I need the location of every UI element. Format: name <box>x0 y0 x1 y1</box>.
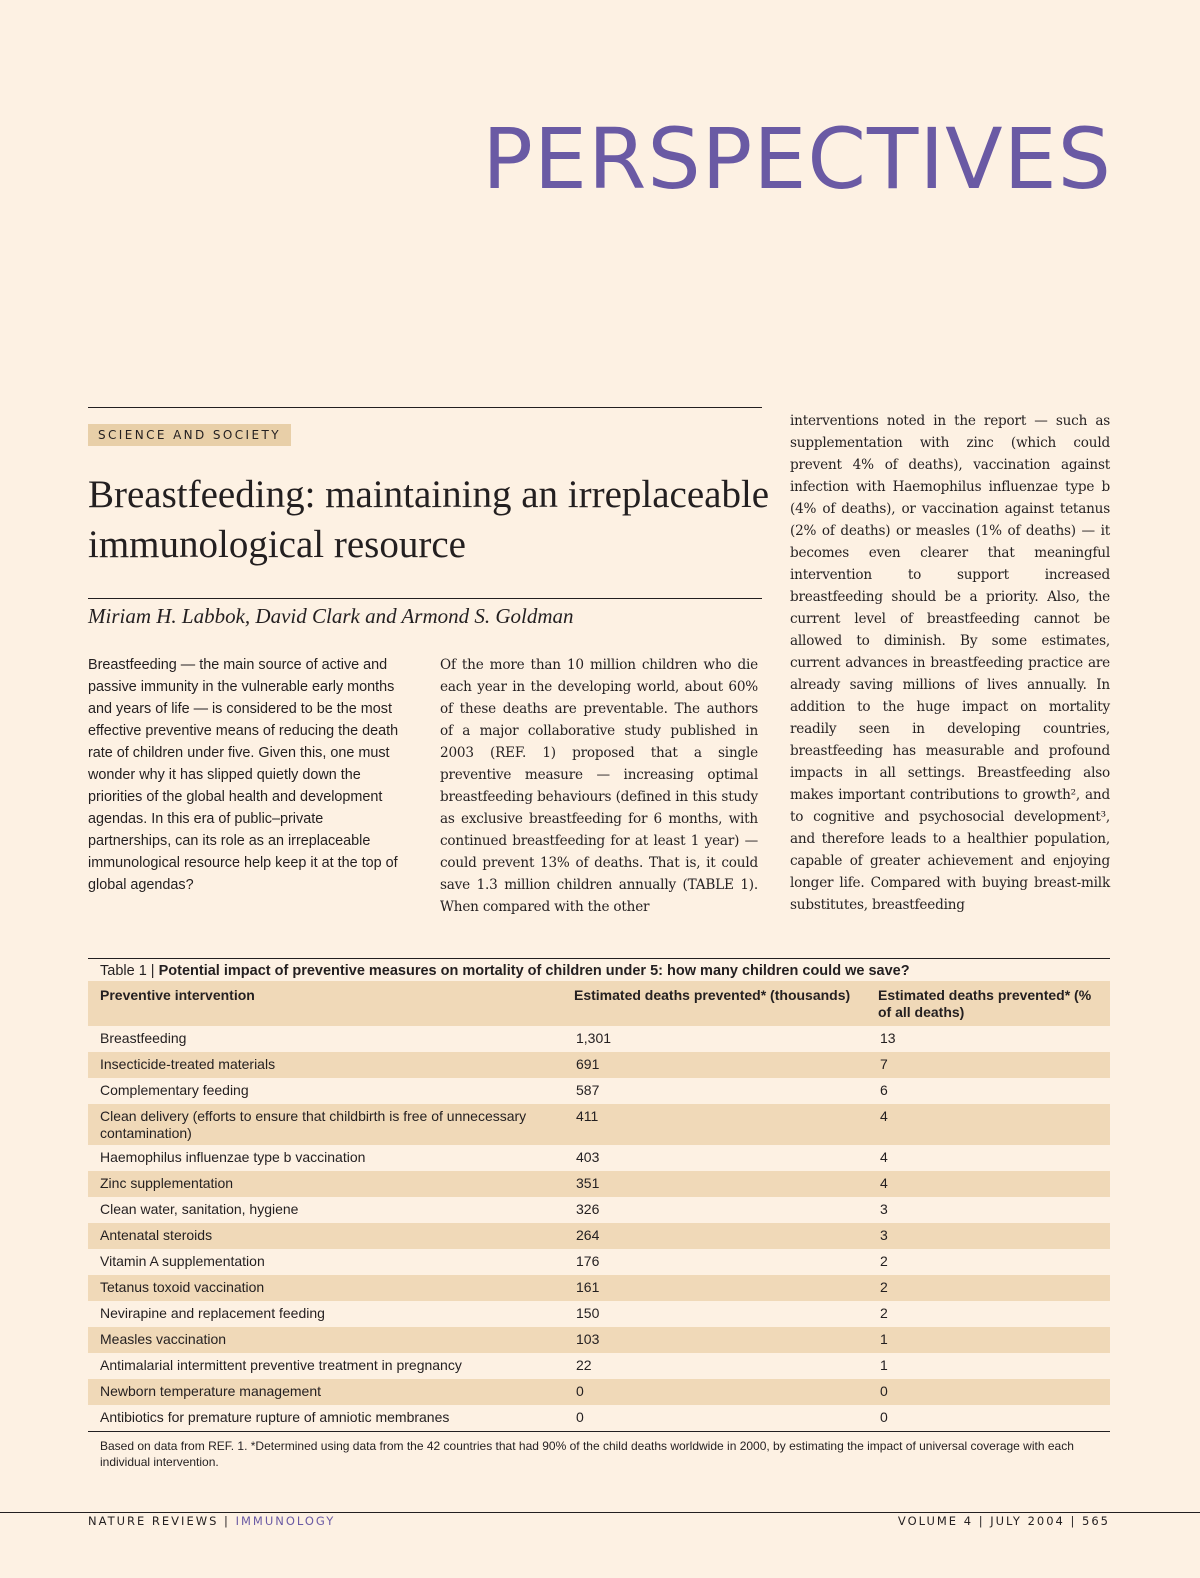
deaths-percent-cell: 6 <box>880 1082 888 1098</box>
table-1 <box>88 958 1110 1470</box>
deaths-percent-cell: 4 <box>866 1171 1110 1197</box>
table-label: Table 1 <box>100 963 147 979</box>
deaths-percent-cell: 1 <box>880 1357 888 1373</box>
journal-subject: IMMUNOLOGY <box>235 1514 336 1528</box>
deaths-percent-cell: 7 <box>866 1052 1110 1078</box>
article-abstract: Breastfeeding — the main source of active and passive immunity in the vulnerable early months and years of life — is considered to be the most effective preventive means of reducing the death rate of children under five. Given this, one must wonder why it has slipped quietly down the priorities of the global health and development agendas. In this era of public–private partnerships, can its role as an irreplaceable immunological resource help keep it at the top of global agendas? <box>88 657 399 893</box>
deaths-percent-cell: 1 <box>866 1327 1110 1353</box>
divider <box>88 407 762 408</box>
deaths-thousands-cell: 150 <box>576 1305 600 1321</box>
footer-separator: | <box>224 1514 230 1528</box>
section-header: PERSPECTIVES <box>482 110 1112 208</box>
deaths-thousands-cell: 1,301 <box>576 1030 612 1046</box>
deaths-thousands-cell: 161 <box>562 1275 866 1301</box>
intervention-cell: Tetanus toxoid vaccination <box>88 1275 562 1301</box>
footer-issue: VOLUME 4 | JULY 2004 | 565 <box>897 1514 1110 1528</box>
journal-name: NATURE REVIEWS <box>88 1514 219 1528</box>
deaths-percent-cell: 0 <box>866 1379 1110 1405</box>
deaths-percent-cell: 4 <box>866 1104 1110 1145</box>
table-row <box>88 1249 1110 1275</box>
column-header: Estimated deaths prevented* (thousands) <box>562 981 866 1026</box>
table-row <box>88 1379 1110 1405</box>
deaths-percent-cell: 3 <box>880 1201 888 1217</box>
intervention-cell: Haemophilus influenzae type b vaccination <box>100 1149 366 1165</box>
table-footnote: Based on data from REF. 1. *Determined using data from the 42 countries that had 90% of the child deaths worldwide in 2000, by estimating the impact of universal coverage with each individual intervention. <box>100 1439 1074 1469</box>
intervention-cell: Vitamin A supplementation <box>100 1253 265 1269</box>
table-row <box>88 1327 1110 1353</box>
table-row <box>88 1078 1110 1104</box>
divider <box>88 598 762 599</box>
deaths-percent-cell: 4 <box>880 1149 888 1165</box>
table-row <box>88 1223 1110 1249</box>
intervention-cell: Measles vaccination <box>88 1327 562 1353</box>
table-row <box>88 1405 1110 1432</box>
deaths-thousands-cell: 264 <box>562 1223 866 1249</box>
intervention-cell: Antenatal steroids <box>88 1223 562 1249</box>
intervention-cell: Nevirapine and replacement feeding <box>100 1305 325 1321</box>
table-caption <box>88 959 1110 981</box>
deaths-thousands-cell: 411 <box>562 1104 866 1145</box>
article-title: Breastfeeding: maintaining an irreplaceable immunological resource <box>88 473 770 566</box>
column-header: Preventive intervention <box>88 981 562 1026</box>
deaths-thousands-cell: 103 <box>562 1327 866 1353</box>
column-header: Estimated deaths prevented* (% of all deaths) <box>866 981 1110 1026</box>
deaths-percent-cell: 2 <box>880 1253 888 1269</box>
body-column-3: interventions noted in the report — such as supplementation with zinc (which could prevent 4% of deaths), vaccination against infection with Haemophilus influenzae type b (4% of deaths), or vaccination against tetanus (2% of deaths) or measles (1% of deaths) — it becomes even clearer that meaningful intervention to support increased breastfeeding should be a priority. Also, the current level of breastfeeding cannot be allowed to diminish. By some estimates, current advances in breastfeeding practice are already saving millions of lives annually. In addition to the huge impact on mortality readily seen in developing countries, breastfeeding has measurable and profound impacts in all settings. Breastfeeding also makes important contributions to growth², and to cognitive and psychosocial development³, and therefore leads to a healthier population, capable of greater achievement and enjoying longer life. Compared with buying breast-milk substitutes, breastfeeding <box>790 413 1110 913</box>
table-row <box>88 1171 1110 1197</box>
table-separator: | <box>150 963 155 979</box>
article-authors: Miriam H. Labbok, David Clark and Armond S. Goldman <box>88 604 574 628</box>
footer-rule <box>0 1512 1200 1513</box>
footer-journal <box>88 1514 335 1528</box>
table-header-row <box>88 981 1110 1026</box>
table-title: Potential impact of preventive measures on mortality of children under 5: how many children could we save? <box>158 963 910 979</box>
deaths-thousands-cell: 0 <box>562 1379 866 1405</box>
table-row <box>88 1301 1110 1327</box>
intervention-cell: Zinc supplementation <box>88 1171 562 1197</box>
intervention-cell: Insecticide-treated materials <box>88 1052 562 1078</box>
intervention-cell: Antibiotics for premature rupture of amniotic membranes <box>88 1405 562 1432</box>
table-row <box>88 1104 1110 1145</box>
deaths-thousands-cell: 326 <box>576 1201 600 1217</box>
deaths-thousands-cell: 176 <box>576 1253 600 1269</box>
deaths-percent-cell: 2 <box>880 1305 888 1321</box>
intervention-cell: Newborn temperature management <box>88 1379 562 1405</box>
category-badge: SCIENCE AND SOCIETY <box>88 424 291 446</box>
table-body <box>88 1026 1110 1432</box>
intervention-cell: Complementary feeding <box>100 1082 249 1098</box>
deaths-percent-cell: 13 <box>880 1030 896 1046</box>
data-table <box>88 981 1110 1432</box>
intervention-cell: Clean delivery (efforts to ensure that childbirth is free of unnecessary contamination) <box>88 1104 562 1145</box>
table-row <box>88 1026 1110 1052</box>
table-row <box>88 1353 1110 1379</box>
body-column-2: Of the more than 10 million children who die each year in the developing world, about 60% of these deaths are preventable. The authors of a major collaborative study published in 2003 (REF. 1) proposed that a single preventive measure — increasing optimal breastfeeding behaviours (defined in this study as exclusive breastfeeding for 6 months, with continued breastfeeding for at least 1 year) — could prevent 13% of deaths. That is, it could save 1.3 million children annually (TABLE 1). When compared with the other <box>440 657 758 915</box>
table-row <box>88 1052 1110 1078</box>
table-row <box>88 1275 1110 1301</box>
deaths-percent-cell: 0 <box>866 1405 1110 1432</box>
table-row <box>88 1197 1110 1223</box>
intervention-cell: Breastfeeding <box>100 1030 187 1046</box>
deaths-percent-cell: 3 <box>866 1223 1110 1249</box>
table-row <box>88 1145 1110 1171</box>
deaths-thousands-cell: 691 <box>562 1052 866 1078</box>
intervention-cell: Antimalarial intermittent preventive treatment in pregnancy <box>100 1357 462 1373</box>
deaths-thousands-cell: 351 <box>562 1171 866 1197</box>
intervention-cell: Clean water, sanitation, hygiene <box>100 1201 299 1217</box>
deaths-thousands-cell: 587 <box>576 1082 600 1098</box>
deaths-thousands-cell: 403 <box>576 1149 600 1165</box>
deaths-thousands-cell: 0 <box>562 1405 866 1432</box>
deaths-percent-cell: 2 <box>866 1275 1110 1301</box>
deaths-thousands-cell: 22 <box>576 1357 592 1373</box>
